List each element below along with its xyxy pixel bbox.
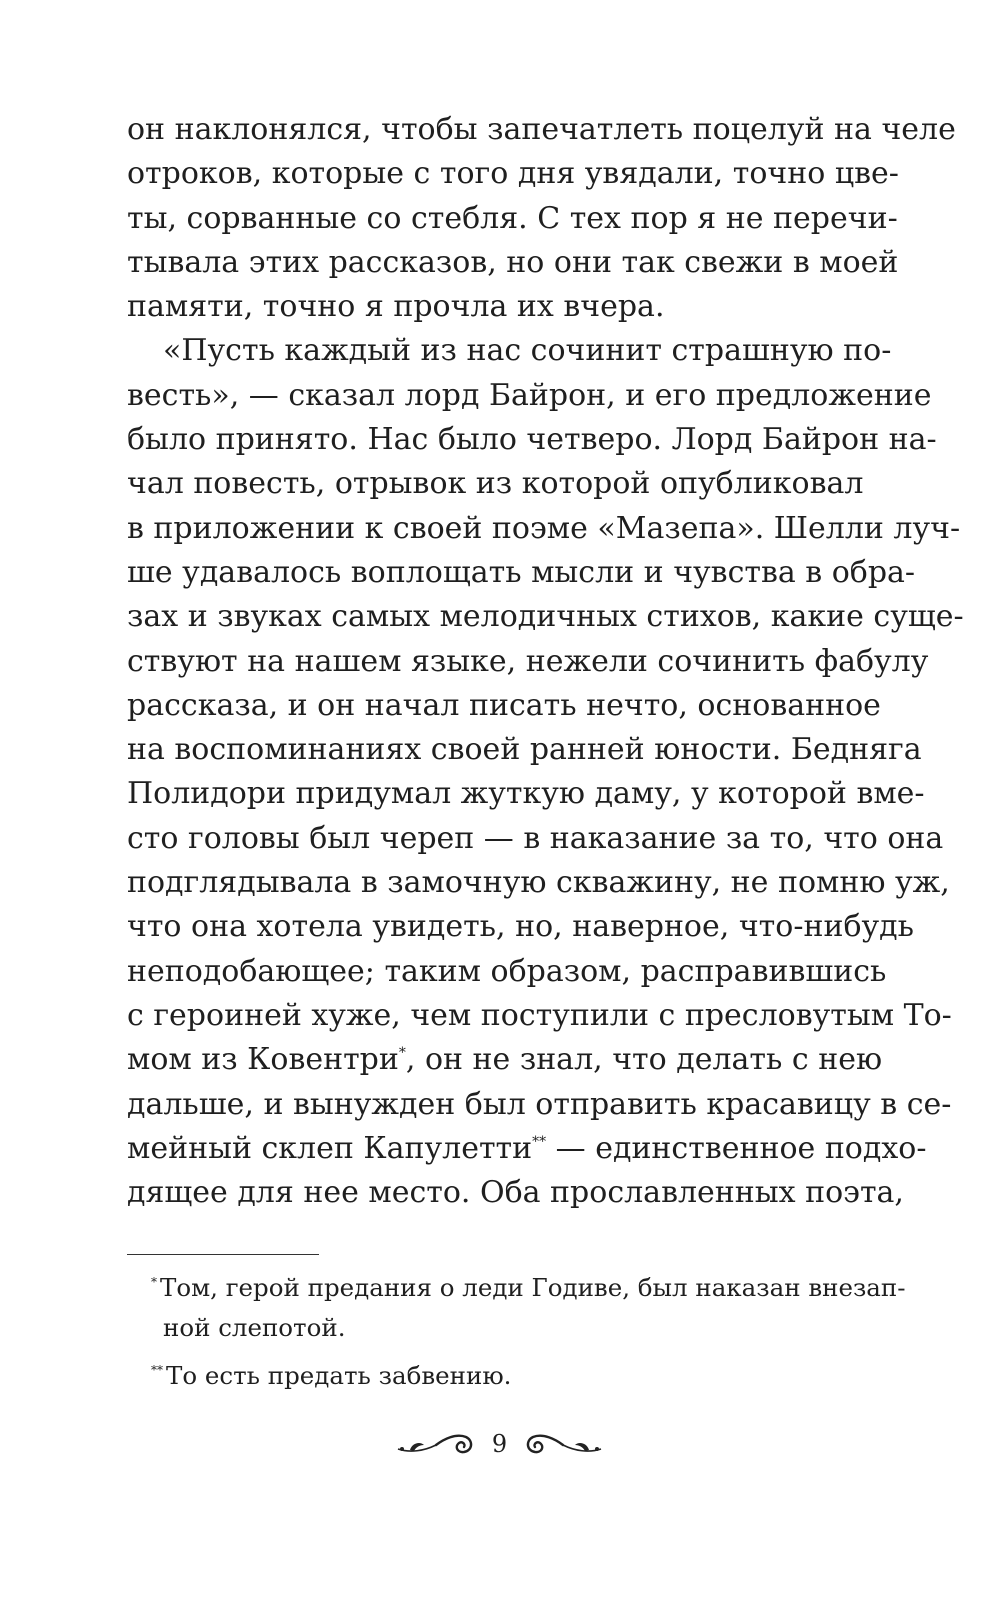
text-line: дальше, и вынужден был отправить красавицу в се- bbox=[127, 1086, 952, 1122]
text-segment: — единственное подхо- bbox=[546, 1130, 927, 1166]
text-line: рассказа, и он начал писать нечто, основанное bbox=[127, 687, 881, 723]
text-line: на воспоминаниях своей ранней юности. Бедняга bbox=[127, 732, 922, 768]
footnote-mark: * bbox=[151, 1275, 157, 1289]
footnote-ref-2[interactable]: ** bbox=[532, 1133, 547, 1150]
text-line: неподобающее; таким образом, расправившись bbox=[127, 953, 887, 989]
text-line: подглядывала в замочную скважину, не помню уж, bbox=[127, 865, 950, 901]
text-line: было принято. Нас было четверо. Лорд Байрон на- bbox=[127, 422, 937, 458]
text-line: тывала этих рассказов, но они так свежи в моей bbox=[127, 244, 899, 280]
footnotes bbox=[127, 1268, 906, 1396]
footnote-2 bbox=[127, 1356, 856, 1396]
footnote-1 bbox=[127, 1268, 906, 1308]
text-line: зах и звуках самых мелодичных стихов, какие суще- bbox=[127, 599, 964, 635]
text-line bbox=[127, 1038, 883, 1082]
text-segment: , он не знал, что делать с нею bbox=[405, 1042, 883, 1078]
text-line bbox=[127, 1127, 927, 1171]
footnote-1-continuation: ной слепотой. bbox=[163, 1313, 346, 1342]
text-line: весть», — сказал лорд Байрон, и его предложение bbox=[127, 377, 932, 413]
text-line: ствуют на нашем языке, нежели сочинить фабулу bbox=[127, 643, 929, 679]
text-line: «Пусть каждый из нас сочинит страшную по- bbox=[163, 333, 892, 369]
text-line: отроков, которые с того дня увядали, точно цве- bbox=[127, 156, 899, 192]
text-line: дящее для нее место. Оба прославленных поэта, bbox=[127, 1175, 904, 1211]
text-line: сто головы был череп — в наказание за то, что она bbox=[127, 820, 944, 856]
text-segment: мом из Ковентри bbox=[127, 1042, 399, 1078]
footnote-mark: ** bbox=[151, 1363, 163, 1377]
text-line: в приложении к своей поэме «Мазепа». Шелли луч- bbox=[127, 510, 961, 546]
main-text bbox=[127, 108, 964, 1215]
footnote-text: Том, герой предания о леди Годиве, был наказан внезап- bbox=[160, 1273, 906, 1302]
footnote-ref-1[interactable]: * bbox=[398, 1045, 406, 1062]
scroll-ornament-icon bbox=[521, 1429, 603, 1459]
text-line: ше удавалось воплощать мысли и чувства в обра- bbox=[127, 554, 916, 590]
page-folio bbox=[0, 1424, 999, 1464]
text-line: Полидори придумал жуткую даму, у которой вме- bbox=[127, 776, 925, 812]
text-line: памяти, точно я прочла их вчера. bbox=[127, 289, 665, 325]
footnote-separator bbox=[127, 1254, 319, 1255]
text-line: чал повесть, отрывок из которой опубликовал bbox=[127, 466, 864, 502]
text-line: с героиней хуже, чем поступили с пресловутым То- bbox=[127, 997, 952, 1033]
text-line: ты, сорванные со стебля. С тех пор я не перечи- bbox=[127, 200, 898, 236]
text-line: он наклонялся, чтобы запечатлеть поцелуй на челе bbox=[127, 112, 956, 147]
scroll-ornament-icon bbox=[396, 1429, 478, 1459]
text-segment: мейный склеп Капулетти bbox=[127, 1130, 533, 1166]
footnote-text: То есть предать забвению. bbox=[166, 1361, 512, 1390]
page-number: 9 bbox=[491, 1430, 508, 1458]
text-line: что она хотела увидеть, но, наверное, что-нибудь bbox=[127, 909, 914, 945]
